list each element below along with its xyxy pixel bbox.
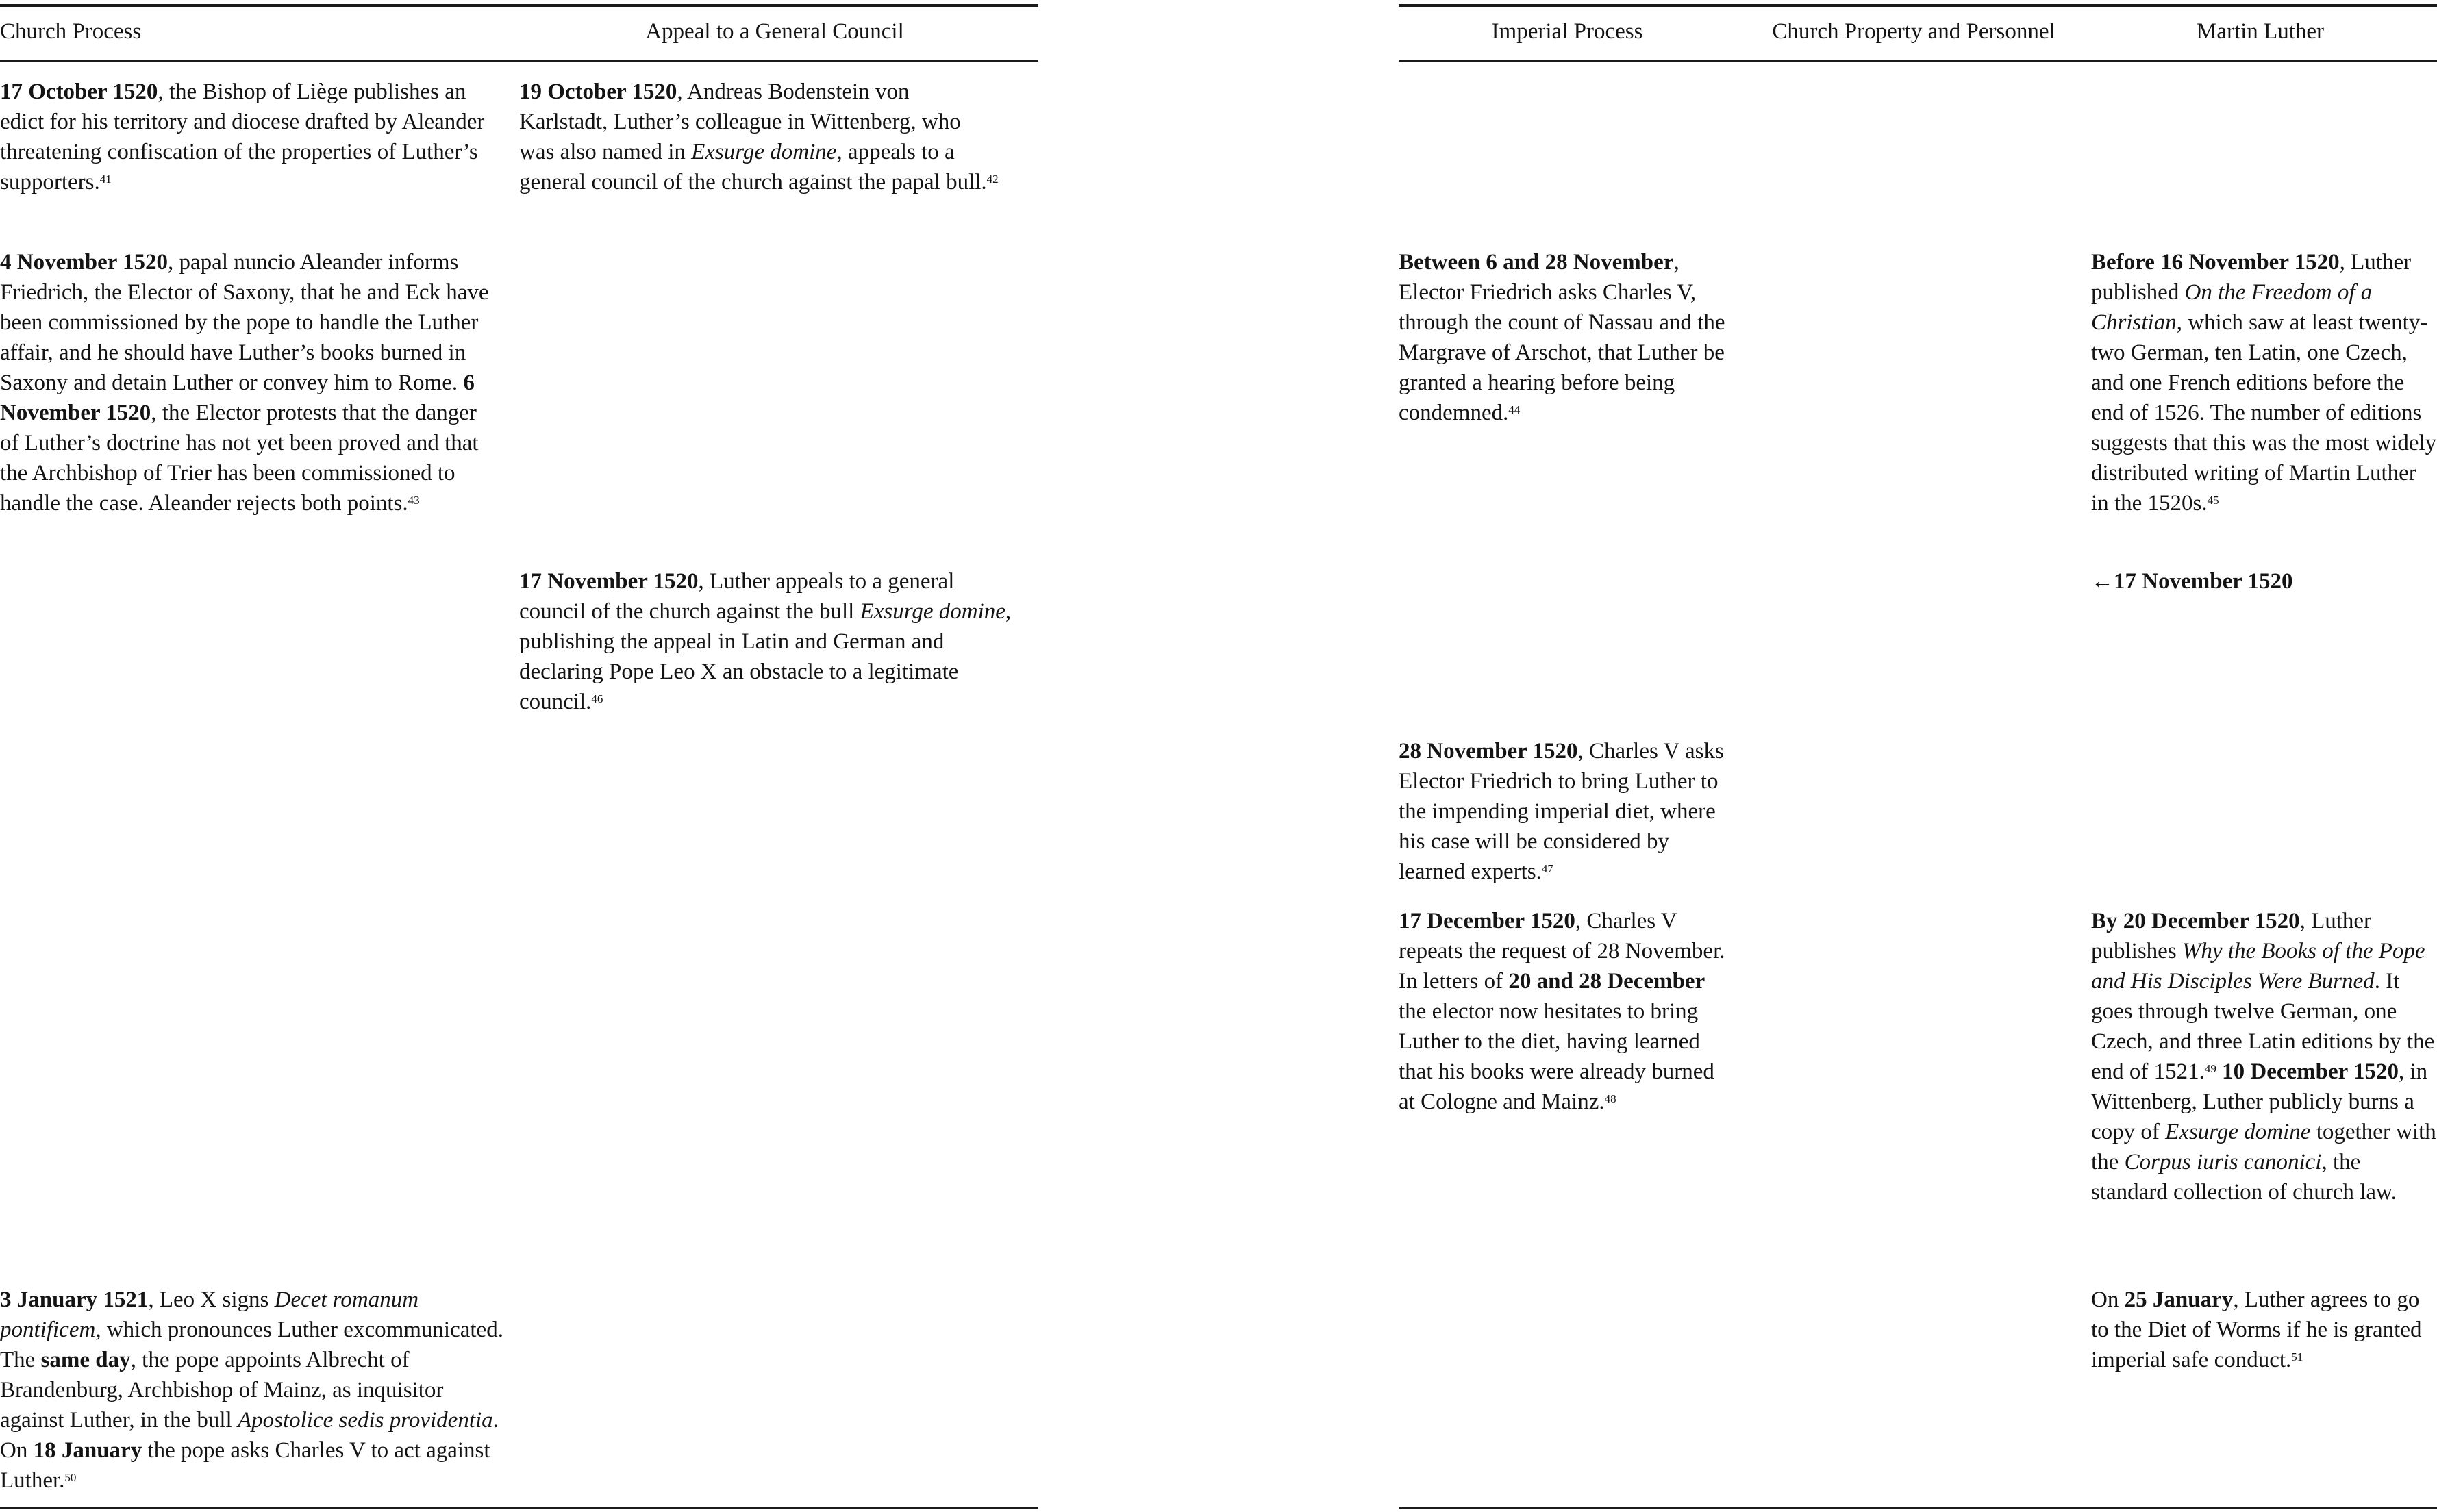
left-bottom-rule xyxy=(0,1507,1038,1509)
left-header-rule xyxy=(0,60,1038,62)
entry-imperial-17-dec-1520: 17 December 1520, Charles V repeats the request of 28 November. In letters of 20 and 28 December the elector now hesitates to bring Luther to the diet, having learned that his books were already burned at Cologne and Mainz.$^{48}$ xyxy=(1399,909,1725,1114)
entry-luther-before-16-nov-1520: Before 16 November 1520, Luther published On the Freedom of a Christian, which saw at least twenty-two German, ten Latin, one Czech, and one French editions before the end of 1526. The number of editions suggests that this was the most widely distributed writing of Martin Luther in the 1520s.$^{45}$ xyxy=(2091,250,2437,516)
entry-appeal-17-nov-1520: 17 November 1520, Luther appeals to a general council of the church against the bull Exsurge domine, publishing the appeal in Latin and German and declaring Pope Leo X an obstacle to a legitimate council.$^{46}$ xyxy=(519,569,1012,714)
left-arrow-icon: ← xyxy=(2091,569,2114,594)
left-top-rule xyxy=(0,4,1038,7)
entry-imperial-28-nov-1520: 28 November 1520, Charles V asks Elector Friedrich to bring Luther to the impending imperial diet, where his case will be considered by learned experts.$^{47}$ xyxy=(1399,739,1724,884)
cross-reference-17-nov-1520: ←17 November 1520 xyxy=(2091,569,2293,594)
entry-church-process-3-jan-1521: 3 January 1521, Leo X signs Decet romanum pontificem, which pronounces Luther excommunicated. The same day, the pope appoints Albrecht of Brandenburg, Archbishop of Mainz, as inquisitor against Luther, in the bull Apostolice sedis providentia. On 18 January the pope asks Charles V to act against Luther.$^{50}$ xyxy=(0,1287,503,1493)
entry-luther-25-jan: On 25 January, Luther agrees to go to the Diet of Worms if he is granted imperial safe conduct.$^{51}$ xyxy=(2091,1287,2422,1372)
header-appeal-general-council: Appeal to a General Council xyxy=(645,19,904,44)
header-martin-luther: Martin Luther xyxy=(2196,19,2325,44)
header-imperial-process: Imperial Process xyxy=(1491,19,1643,44)
header-church-process: Church Process xyxy=(0,19,142,44)
header-church-property-personnel: Church Property and Personnel xyxy=(1772,19,2055,44)
entry-imperial-6-28-nov: Between 6 and 28 November, Elector Friedrich asks Charles V, through the count of Nassau and the Margrave of Arschot, that Luther be granted a hearing before being condemned.$^{44}$ xyxy=(1399,250,1725,425)
right-top-rule xyxy=(1399,4,2437,7)
entry-appeal-19-oct-1520: 19 October 1520, Andreas Bodenstein von Karlstadt, Luther’s colleague in Wittenberg, who was also named in Exsurge domine, appeals to a general council of the church against the papal bull.$^{42}$ xyxy=(519,79,999,194)
right-header-rule xyxy=(1399,60,2437,62)
right-bottom-rule xyxy=(1399,1507,2437,1509)
entry-luther-by-20-dec-1520: By 20 December 1520, Luther publishes Why the Books of the Pope and His Disciples Were Burned. It goes through twelve German, one Czech, and three Latin editions by the end of 1521.49 10 December 1520, in Wittenberg, Luther publicly burns a copy of Exsurge domine together with the Corpus iuris canonici, the standard collection of church law. xyxy=(2091,909,2436,1205)
entry-church-process-17-oct-1520: 17 October 1520, the Bishop of Liège publishes an edict for his territory and diocese drafted by Aleander threatening confiscation of the properties of Luther’s supporters.$^{41}$ xyxy=(0,79,485,194)
entry-church-process-4-nov-1520: 4 November 1520, papal nuncio Aleander informs Friedrich, the Elector of Saxony, that he and Eck have been commissioned by the pope to handle the Luther affair, and he should have Luther’s books burned in Saxony and detain Luther or convey him to Rome. 6 November 1520, the Elector protests that the danger of Luther’s doctrine has not yet been proved and that the Archbishop of Trier has been commissioned to handle the case. Aleander rejects both points.$^{43}$ xyxy=(0,250,489,516)
